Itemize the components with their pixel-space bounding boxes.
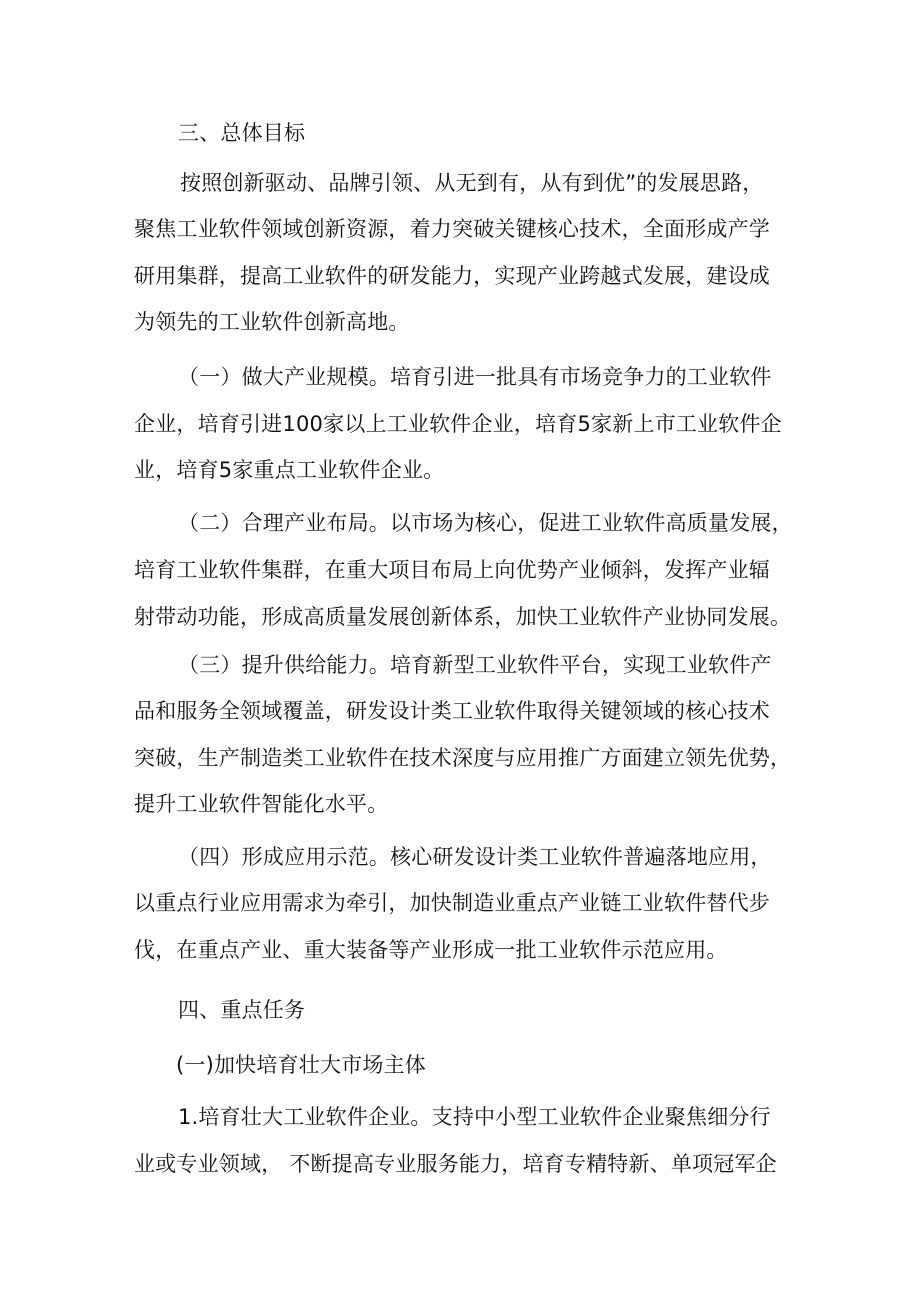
paragraph-line: （四）形成应用示范。核心研发设计类工业软件普遍落地应用，	[178, 845, 772, 869]
paragraph-line: 业或专业领域， 不断提高专业服务能力，培育专精特新、单项冠军企	[134, 1152, 777, 1176]
paragraph-line: 提升工业软件智能化水平。	[134, 792, 389, 816]
paragraph-line: 按照创新驱动、品牌引领、从无到有，从有到优”的发展思路，	[180, 171, 764, 195]
paragraph-line: 为领先的工业软件创新高地。	[134, 310, 410, 334]
paragraph-line: 伐，在重点产业、重大装备等产业形成一批工业软件示范应用。	[134, 938, 728, 962]
paragraph-line: 业，培育5家重点工业软件企业。	[134, 458, 445, 482]
paragraph-line: （一）做大产业规模。培育引进一批具有市场竞争力的工业软件	[178, 365, 772, 389]
paragraph-line: 射带动功能，形成高质量发展创新体系，加快工业软件产业协同发展。	[134, 605, 792, 629]
paragraph-line: 突破，生产制造类工业软件在技术深度与应用推广方面建立领先优势，	[134, 746, 792, 770]
paragraph-line: 品和服务全领域覆盖，研发设计类工业软件取得关键领域的核心技术	[134, 699, 770, 723]
paragraph-line: （三）提升供给能力。培育新型工业软件平台，实现工业软件产	[178, 653, 772, 677]
paragraph-line: 1.培育壮大工业软件企业。支持中小型工业软件企业聚焦细分行	[178, 1105, 771, 1129]
paragraph-line: 企业，培育引进100家以上工业软件企业，培育5家新上市工业软件企	[134, 412, 782, 436]
paragraph-line: （二）合理产业布局。以市场为核心，促进工业软件高质量发展，	[178, 511, 793, 535]
paragraph-line: 聚焦工业软件领域创新资源，着力突破关键核心技术，全面形成产学	[134, 217, 770, 241]
paragraph-line: 研用集群，提高工业软件的研发能力，实现产业跨越式发展，建设成	[134, 264, 770, 288]
paragraph-line: 以重点行业应用需求为牵引，加快制造业重点产业链工业软件替代步	[134, 891, 770, 915]
section-heading: 四、重点任务	[178, 998, 306, 1022]
section-heading: 三、总体目标	[178, 121, 306, 145]
subsection-heading: (一)加快培育壮大市场主体	[176, 1053, 426, 1077]
paragraph-line: 培育工业软件集群，在重大项目布局上向优势产业倾斜，发挥产业辐	[134, 558, 770, 582]
